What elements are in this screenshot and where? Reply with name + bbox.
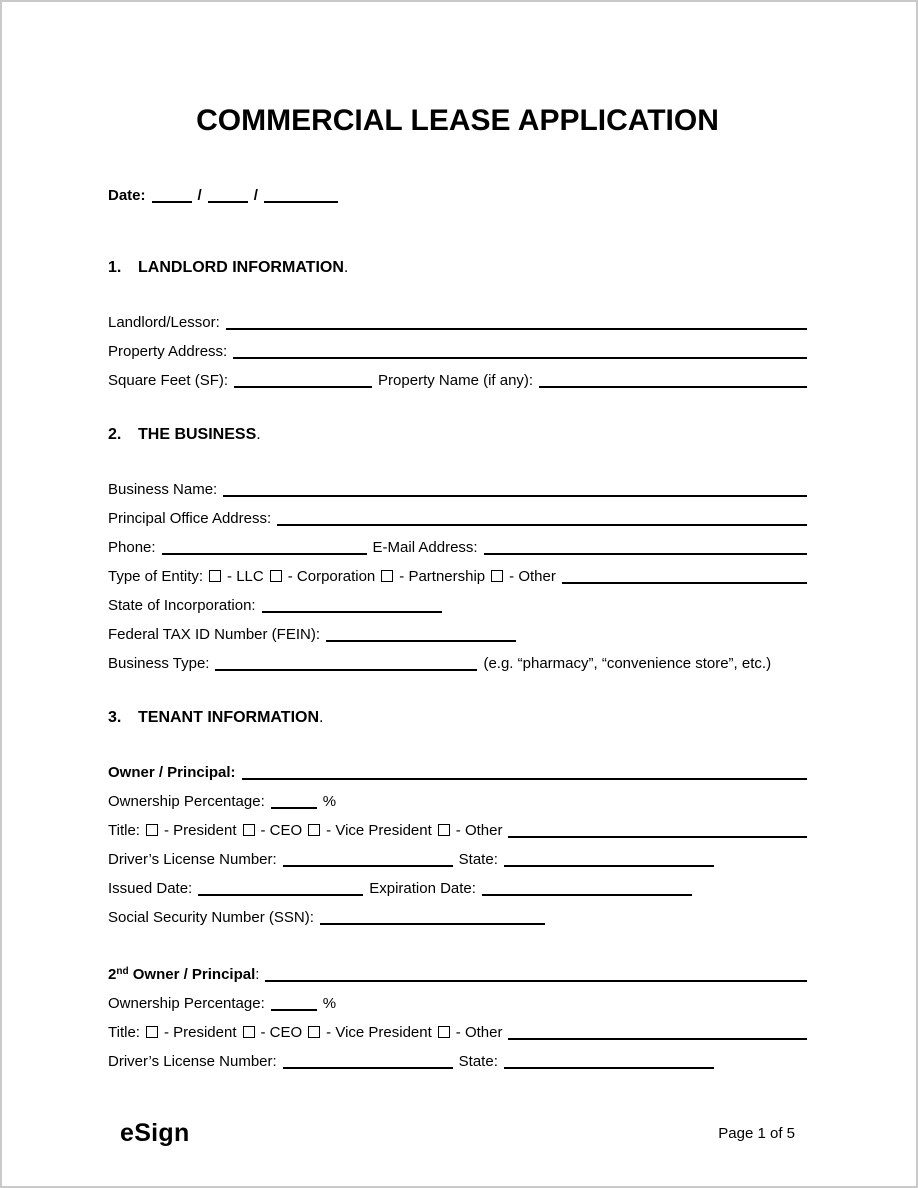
blank-field[interactable] bbox=[234, 374, 372, 388]
label-vice-president: - Vice President bbox=[326, 822, 432, 839]
checkbox-icon-partnership[interactable] bbox=[381, 570, 393, 582]
label-driver-s-license-number: Driver’s License Number: bbox=[108, 1053, 277, 1070]
blank-field[interactable] bbox=[208, 189, 248, 203]
label-title: Title: bbox=[108, 822, 140, 839]
blank-field[interactable] bbox=[482, 882, 692, 896]
checkbox-icon-vice-president[interactable] bbox=[308, 824, 320, 836]
label-expiration-date: Expiration Date: bbox=[369, 880, 476, 897]
label-other: - Other bbox=[455, 822, 503, 839]
form-line bbox=[108, 313, 807, 342]
blank-field[interactable] bbox=[283, 853, 453, 867]
label-other: - Other bbox=[455, 1024, 503, 1041]
section-lines bbox=[108, 313, 807, 400]
section-heading-text: THE BUSINESS bbox=[138, 426, 257, 443]
label-part: 2 bbox=[108, 966, 117, 983]
form-line bbox=[108, 371, 807, 400]
section-tenant-information bbox=[108, 709, 807, 1081]
label-federal-tax-id-number-fein: Federal TAX ID Number (FEIN): bbox=[108, 626, 320, 643]
section-heading-text: TENANT INFORMATION bbox=[138, 709, 320, 726]
form-line bbox=[108, 821, 807, 850]
blank-field[interactable] bbox=[539, 374, 807, 388]
form-line bbox=[108, 596, 807, 625]
blank-field[interactable] bbox=[271, 997, 317, 1011]
checkbox-icon-ceo[interactable] bbox=[243, 1026, 255, 1038]
label-phone: Phone: bbox=[108, 539, 156, 556]
label-e-mail-address: E-Mail Address: bbox=[372, 539, 478, 556]
form-line bbox=[108, 538, 807, 567]
blank-field[interactable] bbox=[223, 483, 807, 497]
label-principal-office-address: Principal Office Address: bbox=[108, 510, 272, 527]
label-state-of-incorporation: State of Incorporation: bbox=[108, 597, 256, 614]
form-line bbox=[108, 879, 807, 908]
label-landlord-lessor: Landlord/Lessor: bbox=[108, 314, 220, 331]
label-property-address: Property Address: bbox=[108, 343, 228, 360]
label-ceo: - CEO bbox=[260, 1024, 303, 1041]
page-number: Page 1 of 5 bbox=[718, 1125, 795, 1142]
label-ceo: - CEO bbox=[260, 822, 303, 839]
label-ownership-percentage: Ownership Percentage: bbox=[108, 995, 265, 1012]
blank-field[interactable] bbox=[265, 968, 807, 982]
label-owner-principal: Owner / Principal: bbox=[108, 764, 236, 781]
section-number: 2. bbox=[108, 426, 122, 443]
section-heading-text: LANDLORD INFORMATION bbox=[138, 259, 344, 276]
blank-field[interactable] bbox=[504, 853, 714, 867]
esign-logo: eSign bbox=[120, 1119, 190, 1147]
section-lines bbox=[108, 480, 807, 683]
form-line bbox=[108, 1052, 807, 1081]
blank-field[interactable] bbox=[264, 189, 338, 203]
label-other: - Other bbox=[509, 568, 556, 585]
checkbox-icon-llc[interactable] bbox=[209, 570, 221, 582]
form-line bbox=[108, 509, 807, 538]
label-president: - President bbox=[163, 1024, 237, 1041]
form-line bbox=[108, 1023, 807, 1052]
form-sections bbox=[108, 259, 807, 1081]
page-title: COMMERCIAL LEASE APPLICATION bbox=[196, 104, 719, 137]
form-line bbox=[108, 792, 807, 821]
form-line bbox=[108, 342, 807, 371]
label-state: State: bbox=[458, 1053, 498, 1070]
blank-field[interactable] bbox=[320, 911, 545, 925]
label-llc: - LLC bbox=[227, 568, 264, 585]
blank-field[interactable] bbox=[508, 1026, 807, 1040]
label-part: Owner / Principal bbox=[128, 966, 256, 983]
form-line bbox=[108, 480, 807, 509]
label-corporation: - Corporation bbox=[287, 568, 376, 585]
label-business-type: Business Type: bbox=[108, 655, 210, 672]
form-line bbox=[108, 567, 807, 596]
checkbox-icon-other[interactable] bbox=[438, 824, 450, 836]
section-lines bbox=[108, 763, 807, 1081]
checkbox-icon-ceo[interactable] bbox=[243, 824, 255, 836]
form-line bbox=[108, 965, 807, 994]
blank-field[interactable] bbox=[242, 766, 807, 780]
blank-field[interactable] bbox=[226, 316, 807, 330]
label-ownership-percentage: Ownership Percentage: bbox=[108, 793, 265, 810]
checkbox-icon-other[interactable] bbox=[491, 570, 503, 582]
section-heading bbox=[108, 426, 807, 444]
label-text: % bbox=[322, 793, 337, 810]
label-social-security-number-ssn: Social Security Number (SSN): bbox=[108, 909, 314, 926]
checkbox-icon-vice-president[interactable] bbox=[308, 1026, 320, 1038]
blank-field[interactable] bbox=[262, 599, 442, 613]
label-property-name-if-any: Property Name (if any): bbox=[378, 372, 534, 389]
blank-field[interactable] bbox=[233, 345, 807, 359]
label-date: Date: bbox=[108, 187, 146, 204]
checkbox-icon-president[interactable] bbox=[146, 824, 158, 836]
blank-field[interactable] bbox=[277, 512, 807, 526]
blank-field[interactable] bbox=[162, 541, 367, 555]
label-part: nd bbox=[116, 966, 129, 977]
section-number: 3. bbox=[108, 709, 122, 726]
label-president: - President bbox=[163, 822, 237, 839]
label-type-of-entity: Type of Entity: bbox=[108, 568, 204, 585]
form-line bbox=[108, 654, 807, 683]
date-line bbox=[108, 186, 807, 215]
form-line bbox=[108, 908, 807, 937]
label-state: State: bbox=[458, 851, 498, 868]
document-content bbox=[2, 102, 916, 1081]
section-landlord-information bbox=[108, 259, 807, 400]
blank-field[interactable] bbox=[283, 1055, 453, 1069]
blank-field[interactable] bbox=[198, 882, 363, 896]
blank-field[interactable] bbox=[504, 1055, 714, 1069]
checkbox-icon-corporation[interactable] bbox=[270, 570, 282, 582]
blank-field[interactable] bbox=[484, 541, 807, 555]
blank-field[interactable] bbox=[215, 657, 477, 671]
label-text: % bbox=[322, 995, 337, 1012]
section-heading-period: . bbox=[256, 426, 261, 443]
form-line bbox=[108, 625, 807, 654]
blank-field[interactable] bbox=[152, 189, 192, 203]
label-e-g-pharmacy-convenience-store-etc: (e.g. “pharmacy”, “convenience store”, etc.) bbox=[483, 655, 772, 672]
blank-field[interactable] bbox=[508, 824, 807, 838]
section-heading bbox=[108, 259, 807, 277]
blank-field[interactable] bbox=[562, 570, 807, 584]
section-number: 1. bbox=[108, 259, 122, 276]
label-driver-s-license-number: Driver’s License Number: bbox=[108, 851, 277, 868]
blank-field[interactable] bbox=[326, 628, 516, 642]
checkbox-icon-other[interactable] bbox=[438, 1026, 450, 1038]
label-2nd-owner-principal bbox=[108, 966, 259, 983]
section-the-business bbox=[108, 426, 807, 683]
label-title: Title: bbox=[108, 1024, 140, 1041]
label-text: / bbox=[253, 187, 258, 204]
label-business-name: Business Name: bbox=[108, 481, 218, 498]
form-line bbox=[108, 994, 807, 1023]
label-text: / bbox=[197, 187, 202, 204]
checkbox-icon-president[interactable] bbox=[146, 1026, 158, 1038]
label-square-feet-sf: Square Feet (SF): bbox=[108, 372, 229, 389]
section-heading-period: . bbox=[343, 259, 349, 276]
page-footer bbox=[120, 1119, 795, 1148]
label-part: : bbox=[255, 966, 260, 983]
label-partnership: - Partnership bbox=[399, 568, 486, 585]
label-vice-president: - Vice President bbox=[326, 1024, 432, 1041]
label-issued-date: Issued Date: bbox=[108, 880, 193, 897]
section-heading-period: . bbox=[319, 709, 324, 726]
blank-field[interactable] bbox=[271, 795, 317, 809]
form-line bbox=[108, 763, 807, 792]
section-heading bbox=[108, 709, 807, 727]
form-line bbox=[108, 850, 807, 879]
